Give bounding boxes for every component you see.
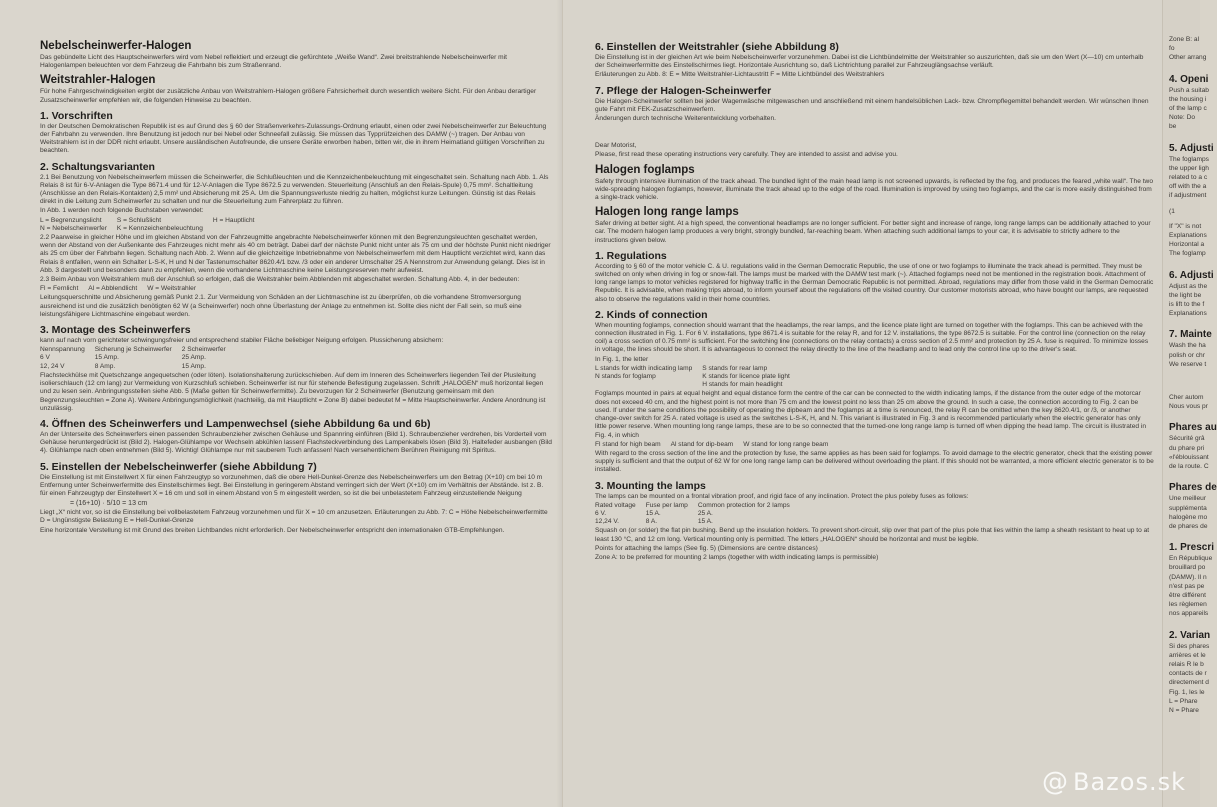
right-section-title: 4. Openi (1169, 73, 1209, 85)
table-row: 6 V. 15 A. 25 A. (595, 509, 713, 517)
watermark (1042, 767, 1186, 797)
en-letters-table-2 (595, 441, 838, 449)
en-fuse-table (595, 502, 800, 527)
right-text-line: Cher autom (1169, 394, 1204, 402)
section-text-2-4: Leitungsquerschnitte und Absicherung gemäß Punkt 2.1. Zur Vermeidung von Schäden an der Lichtmaschine ist zu überprüfen, ob die vorhandene Stromversorgung ausreichend ist und die zusätzlich benötigten 62 W (a Scheinwerfer) noch ohne Überlastung der Anlage zu entnehmen ist. Sollte dies nicht der Fall sein, so muß eine leistungsfähigere Lichtmaschine eingebaut werden. (40, 294, 522, 318)
right-text-line (1169, 382, 1200, 387)
right-text-line: of the lamp c (1169, 105, 1207, 113)
letters-table (40, 217, 264, 233)
right-text-line: If "X" is not (1169, 222, 1202, 230)
left-page-german (0, 0, 562, 807)
long-range-text: Safer driving at better sight. At a high speed, the conventional headlamps are no longer sufficient. For better sight and increase of range, long range lamps can be additionally attached to your car. The modern halogen lamp produces a very bright, strongly bundled, far-reaching beam. When attaching such additional lamps to your car, it is advisable to strictly adhere to the instructions given below. (595, 220, 1151, 244)
table-row: L = Begrenzungslicht S = Schlußlicht H = Hauptlicht (40, 216, 255, 224)
right-text-line: the light be (1169, 291, 1202, 299)
section-text-3-2: Flachsteckhülse mit Quetschzange angequetschen (oder löten). Isolationshalterung zurückschieben. Auf dem im Inneren des Scheinwerfers liegenden Teil der Plusleitung isolierschlauch (12 cm lang) zur Vermeidung von Kurzschluß schieben. Scheinwerfer ist nur für stehende Befestigung zugelassen. Schrift „HALOGEN“ muß horizontal liegen und zu lesen sein. Anbringungsstellen siehe Abb. 5 (Maße gelten für Scheinwerfermitte). Zu bevorzugen für 2 Scheinwerfer (Benutzung gemeinsam mit den Begrenzungsleuchten = Zone A). Weitere Anbringungsmöglichkeit (nachteilig, da mit Hauptlicht = Zone B) dabei bedeutet M = Mitte Hauptscheinwerfer. Andere Anordnung ist unzulässig. (40, 371, 546, 412)
right-text-line: fo (1169, 45, 1175, 53)
watermark-text: Bazos.sk (1073, 768, 1186, 796)
right-text-line: Other arrang (1169, 54, 1207, 62)
right-text-line: Explanations (1169, 232, 1207, 240)
table-row: 6 V 15 Amp. 25 Amp. (40, 354, 206, 362)
right-text-line (1169, 412, 1200, 417)
right-text-line: relais R le b (1169, 660, 1204, 668)
en-section-text-2-1: When mounting foglamps, connection should warrant that the headlamps, the rear lamps, and the licence plate light are turned on together with the foglamps. This can be achieved with the connection illustrated in Fig. 1. For 6 V. installations, type 8671.4 is suitable for the relay R, and for 12 V. installations, the type 8672.5 is suitable. For the control line (connection on the relay coil) a cross section of 0.75 mm² is sufficient. For the switching line (connections on the relay contacts) a cross section of 2.5 mm² and protection by 25 A. fuse is required. To minimize losses in voltage, the lines should be short. It is advantageous to connect the relay directly to the line of the headlamp and to lead only the control line up to the driver's seat. (595, 321, 1149, 354)
right-text-line (1169, 472, 1200, 477)
greeting-text: Please, first read these operating instructions very carefully. They are intended to assist and advise you. (595, 151, 898, 159)
right-text-line: Nous vous pr (1169, 403, 1208, 411)
en-letters-intro: In Fig. 1, the letter (595, 355, 649, 363)
section-title-6: 6. Einstellen der Weitstrahler (siehe Abbildung 8) (595, 41, 839, 53)
right-text-line: être différent (1169, 591, 1206, 599)
section-text-2-1: 2.1 Bei Benutzung von Nebelscheinwerfern müssen die Scheinwerfer, die Schlußleuchten und die Kennzeichenbeleuchtung mit eingeschaltet sein. Schaltung nach Abb. 1. Als Relais 8 ist für 6-V-Anlagen die Type 8671.4 und für 12-V-Anlagen die Type 8672.5 zu verwenden. Steuerleitung (Anschluß an den Relais-Spule) 0,75 mm². Schaltleitung (Anschlüsse an den Relais-Kontakten) 2,5 mm² und Absicherung mit 25 A. Um die Spannungsverluste niedrig zu halten, möglichst kurze Leitungen. Günstig ist das Relais direkt in die Leitung zum Scheinwerfer zu schalten und nur die Steuerleitung zum Fahrerplatz zu führen. (40, 173, 549, 206)
right-text-line: Push a suitab (1169, 86, 1209, 94)
right-text-line: Une meilleur (1169, 495, 1207, 503)
right-text-line: Zone B: al (1169, 36, 1200, 43)
right-text-line: polish or chr (1169, 351, 1205, 359)
right-text-line: En République (1169, 555, 1213, 563)
right-text-line: n'est pas pe (1169, 582, 1205, 590)
en-section-text-3-2: Squash on (or solder) the flat pin bushing. Bend up the insulation holders. To prevent short-circuit, slip over that part of the plus pole that lies within the lamp a sheath resistant to heat up to at least 130 °C, and 12 cm long. Vertical mounting only is permitted. The letters „HALOGEN“ should be horizontal and must be legible. (595, 527, 1150, 543)
at-sign-icon: @ (1042, 767, 1069, 797)
greeting: Dear Motorist, (595, 142, 637, 150)
table-row: N = Nebelscheinwerfer K = Kennzeichenbeleuchtung (40, 224, 203, 232)
en-letters-table (595, 365, 800, 390)
subtitle-text: Für hohe Fahrgeschwindigkeiten ergibt der zusätzliche Anbau von Weitstrahlern-Halogen größere Fahrsicherheit durch wesentlich weitere Sicht. Für den Anbau derartiger Zusatzscheinwerfer empfehlen wir, die folgenden Hinweise zu beachten. (40, 88, 537, 104)
right-text-line: (DAMW). Il n (1169, 573, 1207, 581)
right-text-line: Explanations (1169, 310, 1207, 318)
right-section-title: 7. Mainte (1169, 329, 1212, 341)
right-section-title: 2. Varian (1169, 629, 1211, 641)
section-title-5: 5. Einstellen der Nebelscheinwerfer (siehe Abbildung 7) (40, 460, 317, 473)
table-row: N stands for foglamp K stands for licence plate light (595, 373, 790, 381)
right-text-line: contacts de r (1169, 670, 1207, 678)
right-text-line: du phare pri (1169, 444, 1205, 452)
table-row: Fl stand for high beam Al stand for dip-beam W stand for long range beam (595, 440, 829, 448)
section-title-4: 4. Öffnen des Scheinwerfers und Lampenwechsel (siehe Abbildung 6a und 6b) (40, 417, 431, 430)
en-section-title-1: 1. Regulations (595, 249, 667, 262)
section-text-1: In der Deutschen Demokratischen Republik ist es auf Grund des § 60 der Straßenverkehrs-Zulassungs-Ordnung erlaubt, einen oder zwei Nebelscheinwerfer zur Beleuchtung der Fahrbahn zu verwenden. Ihre Benutzung ist jedoch nur bei Nebel oder Schneefall zulässig. Sie müssen das Typprüfzeichen des DAMW (~) tragen. Der Anbau von Weitstrahlern ist in der DDR nicht erlaubt. Unsere ausländischen Autofreunde, die unsere Geräte erworben haben, bitten wir, die in ihrem Heimatland gültigen Vorschriften zu beachten. (40, 122, 547, 155)
en-section-text-2-3: With regard to the cross section of the line and the protection by fuse, the same applies as has been said for foglamps. To avoid damage to the electric generator, check that the existing power supply is sufficient and that the output of 62 W for one long range lamp can be delivered without overloading the plant. If this should not be warranted, a more efficient electric generator is to be installed. (595, 449, 1154, 474)
right-text-line (1169, 319, 1200, 324)
right-text-line (1169, 217, 1200, 222)
en-section-title-2: 2. Kinds of connection (595, 308, 708, 321)
table-header: Nennspannung Sicherung je Scheinwerfer 2 Scheinwerfer (40, 346, 226, 354)
letters-intro: In Abb. 1 werden noch folgende Buchstaben verwendet: (40, 207, 204, 215)
section-note-7: Änderungen durch technische Weiterentwicklung vorbehalten. (595, 115, 776, 123)
section-title-7: 7. Pflege der Halogen-Scheinwerfer (595, 84, 772, 97)
right-page-cut-off (1162, 0, 1217, 807)
right-text-line: The foglamp (1169, 250, 1206, 258)
section-title-1: 1. Vorschriften (40, 109, 113, 122)
table-row: L stands for width indicating lamp S stands for rear lamp (595, 364, 768, 372)
section-text-2-2: 2.2 Paarweise in gleicher Höhe und im gleichen Abstand von der Fahrzeugmitte angebrachte Nebelscheinwerfer können mit den Begrenzungsleuchten geschaltet werden, wenn der Abstand von der Außenkante des Fahrzeuges nicht mehr als 40 cm beträgt. Dabei darf der nächste Punkt nicht unter als 75 cm und der höchste Punkt nicht niedriger als 25 cm über der Fahrbahn liegen. Schaltung nach Abb. 2. Wenn auf die gleichzeitige Inbetriebnahme von Nebelscheinwerfern mit dem Hauptlicht verzichtet wird, kann das Relais 8 entfallen, wenn ein Schalter L-S-K, H und N der Tastenumschalter 8620.4/1 bzw. /3 oder ein anderer Umschalter 25 A Nennstrom zur Anwendung gelangt. Dies ist in Abb. 3 dargestellt und besonders dann zu empfehlen, wenn die vorhandene Lichtmaschine keine Leistungsreserven mehr aufweist. (40, 234, 551, 274)
right-text-line: be (1169, 123, 1177, 131)
adjustment-formula: = (16+10) · 5/10 = 13 cm (70, 500, 148, 508)
right-text-line: supplémenta (1169, 504, 1207, 512)
right-text-line: N = Phare (1169, 706, 1199, 714)
section-text-6: Die Einstellung ist in der gleichen Art wie beim Nebelscheinwerfer vorzunehmen. Dabei ist die Lichtbündelmitte der Weitstrahler so auszurichten, daß sie um den Wert (X—10) cm unterhalb der Scheinwerfermitte des Einstellschirmes liegt. Horizontale Ausrichtung so, daß Lichtrichtung parallel zur Fahrzeuglängsachse verläuft. (595, 54, 1144, 70)
right-text-line: nos appareils (1169, 610, 1209, 618)
right-text-line: if adjustment (1169, 192, 1207, 200)
en-section-text-1: According to § 60 of the motor vehicle C. & U. regulations valid in the German Democratic Republic, the use of one or two foglamps to illuminate the track ahead is permitted. They must be switched on only when driving in fog or snow-fall. The lamps must be marked with the DAMW test mark (~). Attached foglamps need not be mentioned in the registration book. Attachment of long range lamps to motor vehicles registered for highway traffic in the German Democratic Republic is not permitted. Abroad, regulations may differ from those valid in the German Democratic Republic. It is advisable, when making trips abroad, to inform yourself about the regulations off the visited country. Our customer motorists abroad, who have bought our lamps, are requested also to observe the regulations valid in their home countries. (595, 262, 1154, 303)
right-section-title: 6. Adjusti (1169, 269, 1214, 281)
right-text-line: L = Phare (1169, 697, 1198, 705)
title-halogen-foglamps: Halogen foglamps (595, 163, 695, 176)
right-text-line: Horizontal a (1169, 241, 1205, 249)
table-header: Rated voltage Fuse per lamp Common protection for 2 lamps (595, 501, 790, 509)
table-row: 12,24 V. 8 A. 15 A. (595, 518, 713, 526)
title-long-range-lamps: Halogen long range lamps (595, 206, 739, 219)
right-text-line (1169, 532, 1200, 537)
subtitle-long-range: Weitstrahler-Halogen (40, 74, 156, 87)
right-text-line: Sécurité grâ (1169, 435, 1205, 443)
en-section-title-3: 3. Mounting the lamps (595, 479, 706, 492)
right-section-title: 1. Prescri (1169, 542, 1215, 554)
right-text-line: halogène mo (1169, 513, 1208, 521)
right-text-line: (1 (1169, 207, 1175, 215)
fuse-table (40, 346, 236, 371)
intro-text: Das gebündelte Licht des Hauptscheinwerfers wird vom Nebel reflektiert und erzeugt die gefürchtete „Weiße Wand“. Zwei breitstrahlende Nebelscheinwerfer mit Halogenlampen beleuchten vor dem Fahrzeug die Fahrbahn bis zum Straßenrand. (40, 54, 507, 70)
right-text-line: brouillard po (1169, 564, 1206, 572)
foglamps-text: Safety through intensive illumination of the track ahead. The bundled light of the main head lamp is not screened upwards, is reflected by the fog, and produces the feared „white wall“. The two wide-spreading halogen foglamps, however, illuminate the track ahead up to the edge of the road. Illumination is improved by using two foglamps, and the car is more easily distinguished from a single-track vehicle. (595, 177, 1153, 202)
section-text-4: An der Unterseite des Scheinwerfers einen passenden Schraubenzieher zwischen Gehäuse und Spannring einführen (Bild 1). Schraubenzieher verdrehen, bis Vorderteil vom Gehäuse heruntergedrückt ist (Bild 2). Halogen-Glühlampe vor Wechseln abkühlen lassen! Flachsteckverbindung des Lampenkabels lösen (Bild 3). Haltefeder ausbangen (Bild 4). Glühlampe nach oben entnehmen (Bild 5). Wichtig! Glühlampe nur mit sauberem Tuch anfassen! Nach versehentlichem Berühren Reinigung mit Spiritus. (40, 430, 552, 455)
right-text-line: directement d (1169, 679, 1209, 687)
right-text-line: les règlemen (1169, 601, 1207, 609)
doc-title-fog-halogen: Nebelscheinwerfer-Halogen (40, 40, 192, 52)
letters-table-2 (40, 285, 206, 293)
right-section-title: Phares de (1169, 482, 1217, 494)
right-text-line: related to a c (1169, 174, 1208, 182)
right-text-line: off with the a (1169, 183, 1207, 191)
right-text-line: Note: Do (1169, 114, 1196, 122)
table-row: Fl = Fernlicht Al = Abblendlicht W = Weitstrahler (40, 285, 197, 293)
right-text-line (1169, 260, 1200, 265)
right-text-line (1169, 376, 1200, 381)
right-text-line (1169, 370, 1200, 375)
right-text-line: arrières et le (1169, 651, 1206, 659)
section-text-3-1: kann auf nach vorn gerichteter schwingungsfreier und entsprechend stabiler Fläche beliebiger Neigung erfolgen. Plussicherung absichern: (40, 337, 444, 345)
section-text-7: Die Halogen-Scheinwerfer sollten bei jeder Wagenwäsche mitgewaschen und anschließend mit einem handelsüblichen Lack- bzw. Chrompflegemittel behandelt werden. Wir wünschen Ihnen gute Fahrt mit FEK-Zusatzscheinwerfern. (595, 97, 1149, 113)
en-section-text-3-1: The lamps can be mounted on a frontal vibration proof, and rigid face of any inclination. Protect the plus poleby fuses as follows: (595, 492, 969, 500)
right-text-line (1169, 133, 1200, 138)
right-text-line: is lift to the f (1169, 301, 1205, 309)
right-text-line: the upper ligh (1169, 164, 1209, 172)
right-text-line (1169, 202, 1200, 207)
table-row: 12, 24 V 8 Amp. 15 Amp. (40, 362, 206, 370)
right-text-line: de la route. C (1169, 463, 1209, 471)
section-text-6-expl: Erläuterungen zu Abb. 8: E = Mitte Weitstrahler-Lichtaustritt F = Mitte Lichtbündel des Weitstrahlers (595, 71, 885, 79)
right-section-title: Phares au (1169, 422, 1217, 434)
right-text-line: We reserve t (1169, 360, 1207, 368)
section-text-5-1: Die Einstellung ist mit Einstellwert X für einen Fahrzeugtyp so vorzunehmen, daß die obere Hell-Dunkel-Grenze des Nebelscheinwerfers um den Betrag (X+10) cm bei 10 m Entfernung unter Scheinwerfermitte des Einstellschirmes liegt. Bei Einstellung in geringerem Abstand verringert sich der Wert (X+10) cm im Verhältnis der Abstände. Ist z. B. für einen Fahrzeugtyp der Einstellwert X = 16 cm und soll in einem Abstand von 5 m eingestellt werden, so ist die bei unbelastetem Fahrzeug einzustellende Neigung (40, 473, 544, 497)
en-section-text-3-4: Zone A: to be preferred for mounting 2 lamps (together with width indicating lamps is permissible) (595, 553, 879, 561)
section-text-2-3: 2.3 Beim Anbau von Weitstrahlern muß der Anschluß so erfolgen, daß die Weitstrahler beim Abblenden mit abgeschaltet werden. Schaltung Abb. 4, in der bedeuten: (40, 276, 520, 284)
right-page-lines (1169, 36, 1217, 715)
right-text-line (1169, 388, 1200, 393)
en-section-text-3-3: Points for attaching the lamps (See fig. 5) (Dimensions are centre distances) (595, 544, 818, 552)
section-title-3: 3. Montage des Scheinwerfers (40, 324, 191, 337)
right-text-line: Fig. 1, les le (1169, 688, 1205, 696)
right-text-line: the housing i (1169, 95, 1207, 103)
right-text-line: Adjust as the (1169, 282, 1208, 290)
right-text-line: Wash the ha (1169, 342, 1206, 350)
section-text-5-3: Eine horizontale Verstellung ist mit Grund des breiten Lichtbandes nicht erforderlich. Der Nebelscheinwerfer entspricht den internationalen GTB-Empfehlungen. (40, 526, 505, 534)
en-section-text-2-2: Foglamps mounted in pairs at equal height and equal distance form the centre of the car can be connected to the width indicating lamps, if the distance from the outer edge of the motorcar does not exceed 40 cm, and the highest point is not more than 75 cm and the lowest point no less than 25 cm above the ground. In such a case, the connection according to Fig. 2 can be used. If under the same conditions the possibility of operating the dipbeam and the foglamps at a time is renounced, the relay R can be omitted when the key 8620.4/1, or /3, or another change-over switch for 25 A. rated voltage is used as the switches L-S-K, H, and N. This variant is illustrated in Fig. 3 and is recommended particularly when the electric generator has only little power reserve. When mounting long range lamps, these are to be so connected that the turned-one long range lamp is turned off when dipping the head lamp. The circuit is illustrated in Fig. 4, in which (595, 390, 1147, 439)
right-text-line: The foglamps (1169, 155, 1209, 163)
right-text-line (1169, 620, 1200, 625)
right-text-line: Si des phares (1169, 642, 1210, 650)
right-section-title: 5. Adjusti (1169, 142, 1214, 154)
table-row: H stands for main headlight (702, 381, 783, 389)
section-text-5-2: Liegt „X“ nicht vor, so ist die Einstellung bei vollbelastetem Fahrzeug vorzunehmen und für X = 10 cm anzusetzen. Erläuterungen zu Abb. 7: C = Höhe Nebelscheinwerfermitte D = Ungünstigste Belastung E = Hell-Dunkel-Grenze (40, 509, 548, 525)
right-text-line (1169, 64, 1200, 69)
section-title-2: 2. Schaltungsvarianten (40, 160, 155, 173)
right-text-line: de phares de (1169, 522, 1208, 530)
middle-page-german-english (562, 0, 1162, 807)
right-text-line: «l'éblouissant (1169, 453, 1209, 461)
